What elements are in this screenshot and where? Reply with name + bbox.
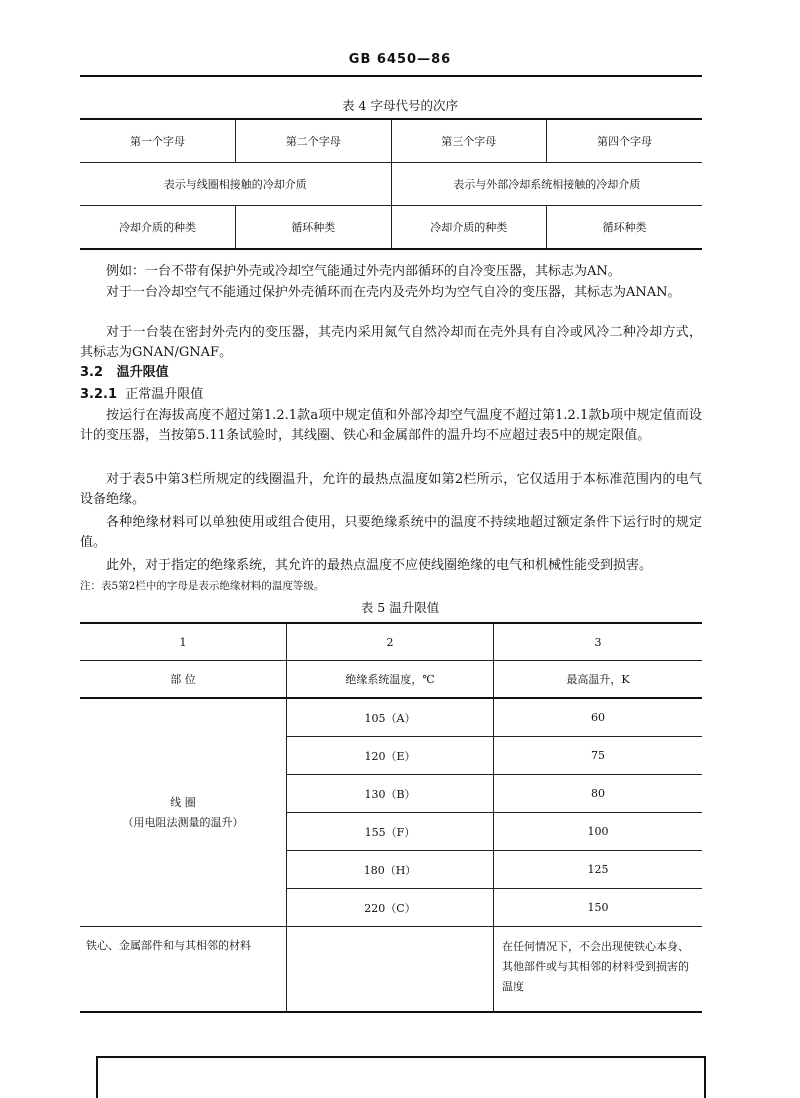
max-rise: 80 [494,775,703,813]
section-number: 3.2 [80,365,104,380]
section-3-2-1-heading [80,385,702,405]
column-number: 2 [287,623,494,661]
table-row [80,661,702,699]
note: 注：表5第2栏中的字母是表示绝缘材料的温度等级。 [80,580,325,592]
section-number: 3.2.1 [80,387,118,402]
coil-label: 线 圈 [170,795,196,809]
section-title: 正常温升限值 [125,387,204,402]
paragraph-example-gnan: 对于一台装在密封外壳内的变压器，其壳内采用氮气自然冷却而在壳外具有自冷或风冷二种冷却方式，其标志为GNAN/GNAF。 [80,325,702,360]
max-rise: 150 [494,889,703,927]
table-row [80,206,702,250]
column-header: 绝缘系统温度，℃ [287,661,494,699]
table-cell: 表示与外部冷却系统相接触的冷却介质 [391,163,702,206]
insulation-temp: 105（A） [287,698,494,737]
paragraph-insulation-materials: 各种绝缘材料可以单独使用或组合使用，只要绝缘系统中的温度不持续地超过额定条件下运行时的规定值。 [80,515,702,550]
table-row [80,163,702,206]
table-cell: 第二个字母 [236,119,392,163]
coil-cell [80,698,287,927]
table-cell: 表示与线圈相接触的冷却介质 [80,163,391,206]
table-cell: 冷却介质的种类 [391,206,547,250]
bottom-frame [96,1056,706,1098]
standard-number-header: GB 6450—86 [348,52,452,67]
header-rule [80,75,702,77]
table-cell: 第三个字母 [391,119,547,163]
insulation-temp: 155（F） [287,813,494,851]
paragraph-hotspot: 对于表5中第3栏所规定的线圈温升，允许的最热点温度如第2栏所示，它仅适用于本标准范围内的电气设备绝缘。 [80,472,702,507]
section-title: 温升限值 [116,365,169,380]
column-number: 3 [494,623,703,661]
paragraph-insulation-system: 此外，对于指定的绝缘系统，其允许的最热点温度不应使线圈绝缘的电气和机械性能受到损害。 [106,558,653,573]
empty-cell [287,927,494,1013]
table-row [80,698,702,737]
max-rise: 100 [494,813,703,851]
table4-caption: 表 4 字母代号的次序 [342,98,458,113]
paragraph-example-anan: 对于一台冷却空气不能通过保护外壳循环而在壳内及壳外均为空气自冷的变压器，其标志为ANAN。 [106,285,681,300]
max-rise: 60 [494,698,703,737]
table-row [80,623,702,661]
insulation-temp: 130（B） [287,775,494,813]
table5 [80,622,702,1013]
column-header: 最高温升，K [494,661,703,699]
table-cell: 循环种类 [236,206,392,250]
max-rise: 125 [494,851,703,889]
table-cell: 第四个字母 [547,119,703,163]
table-cell: 循环种类 [547,206,703,250]
section-3-2-heading [80,363,702,383]
coil-sublabel: （用电阻法测量的温升） [122,815,244,829]
table5-caption: 表 5 温升限值 [360,600,440,615]
paragraph-temperature-rule: 按运行在海拔高度不超过第1.2.1款a项中规定值和外部冷却空气温度不超过第1.2.1款b项中规定值而设计的变压器，当按第5.11条试验时，其线圈、铁心和金属部件的温升均不应超过表5中的规定限值。 [80,408,702,443]
insulation-temp: 220（C） [287,889,494,927]
column-number: 1 [80,623,287,661]
insulation-temp: 120（E） [287,737,494,775]
max-rise: 75 [494,737,703,775]
table-cell: 冷却介质的种类 [80,206,236,250]
paragraph-example-an: 例如：一台不带有保护外壳或冷却空气能通过外壳内部循环的自冷变压器，其标志为AN。 [106,264,621,279]
table-cell: 第一个字母 [80,119,236,163]
core-label: 铁心、金属部件和与其相邻的材料 [80,927,287,1013]
column-header: 部 位 [80,661,287,699]
insulation-temp: 180（H） [287,851,494,889]
core-rise-condition: 在任何情况下，不会出现使铁心本身、其他部件或与其相邻的材料受到损害的温度 [494,927,703,1013]
table4 [80,118,702,250]
table-row [80,927,702,1013]
table-row [80,119,702,163]
